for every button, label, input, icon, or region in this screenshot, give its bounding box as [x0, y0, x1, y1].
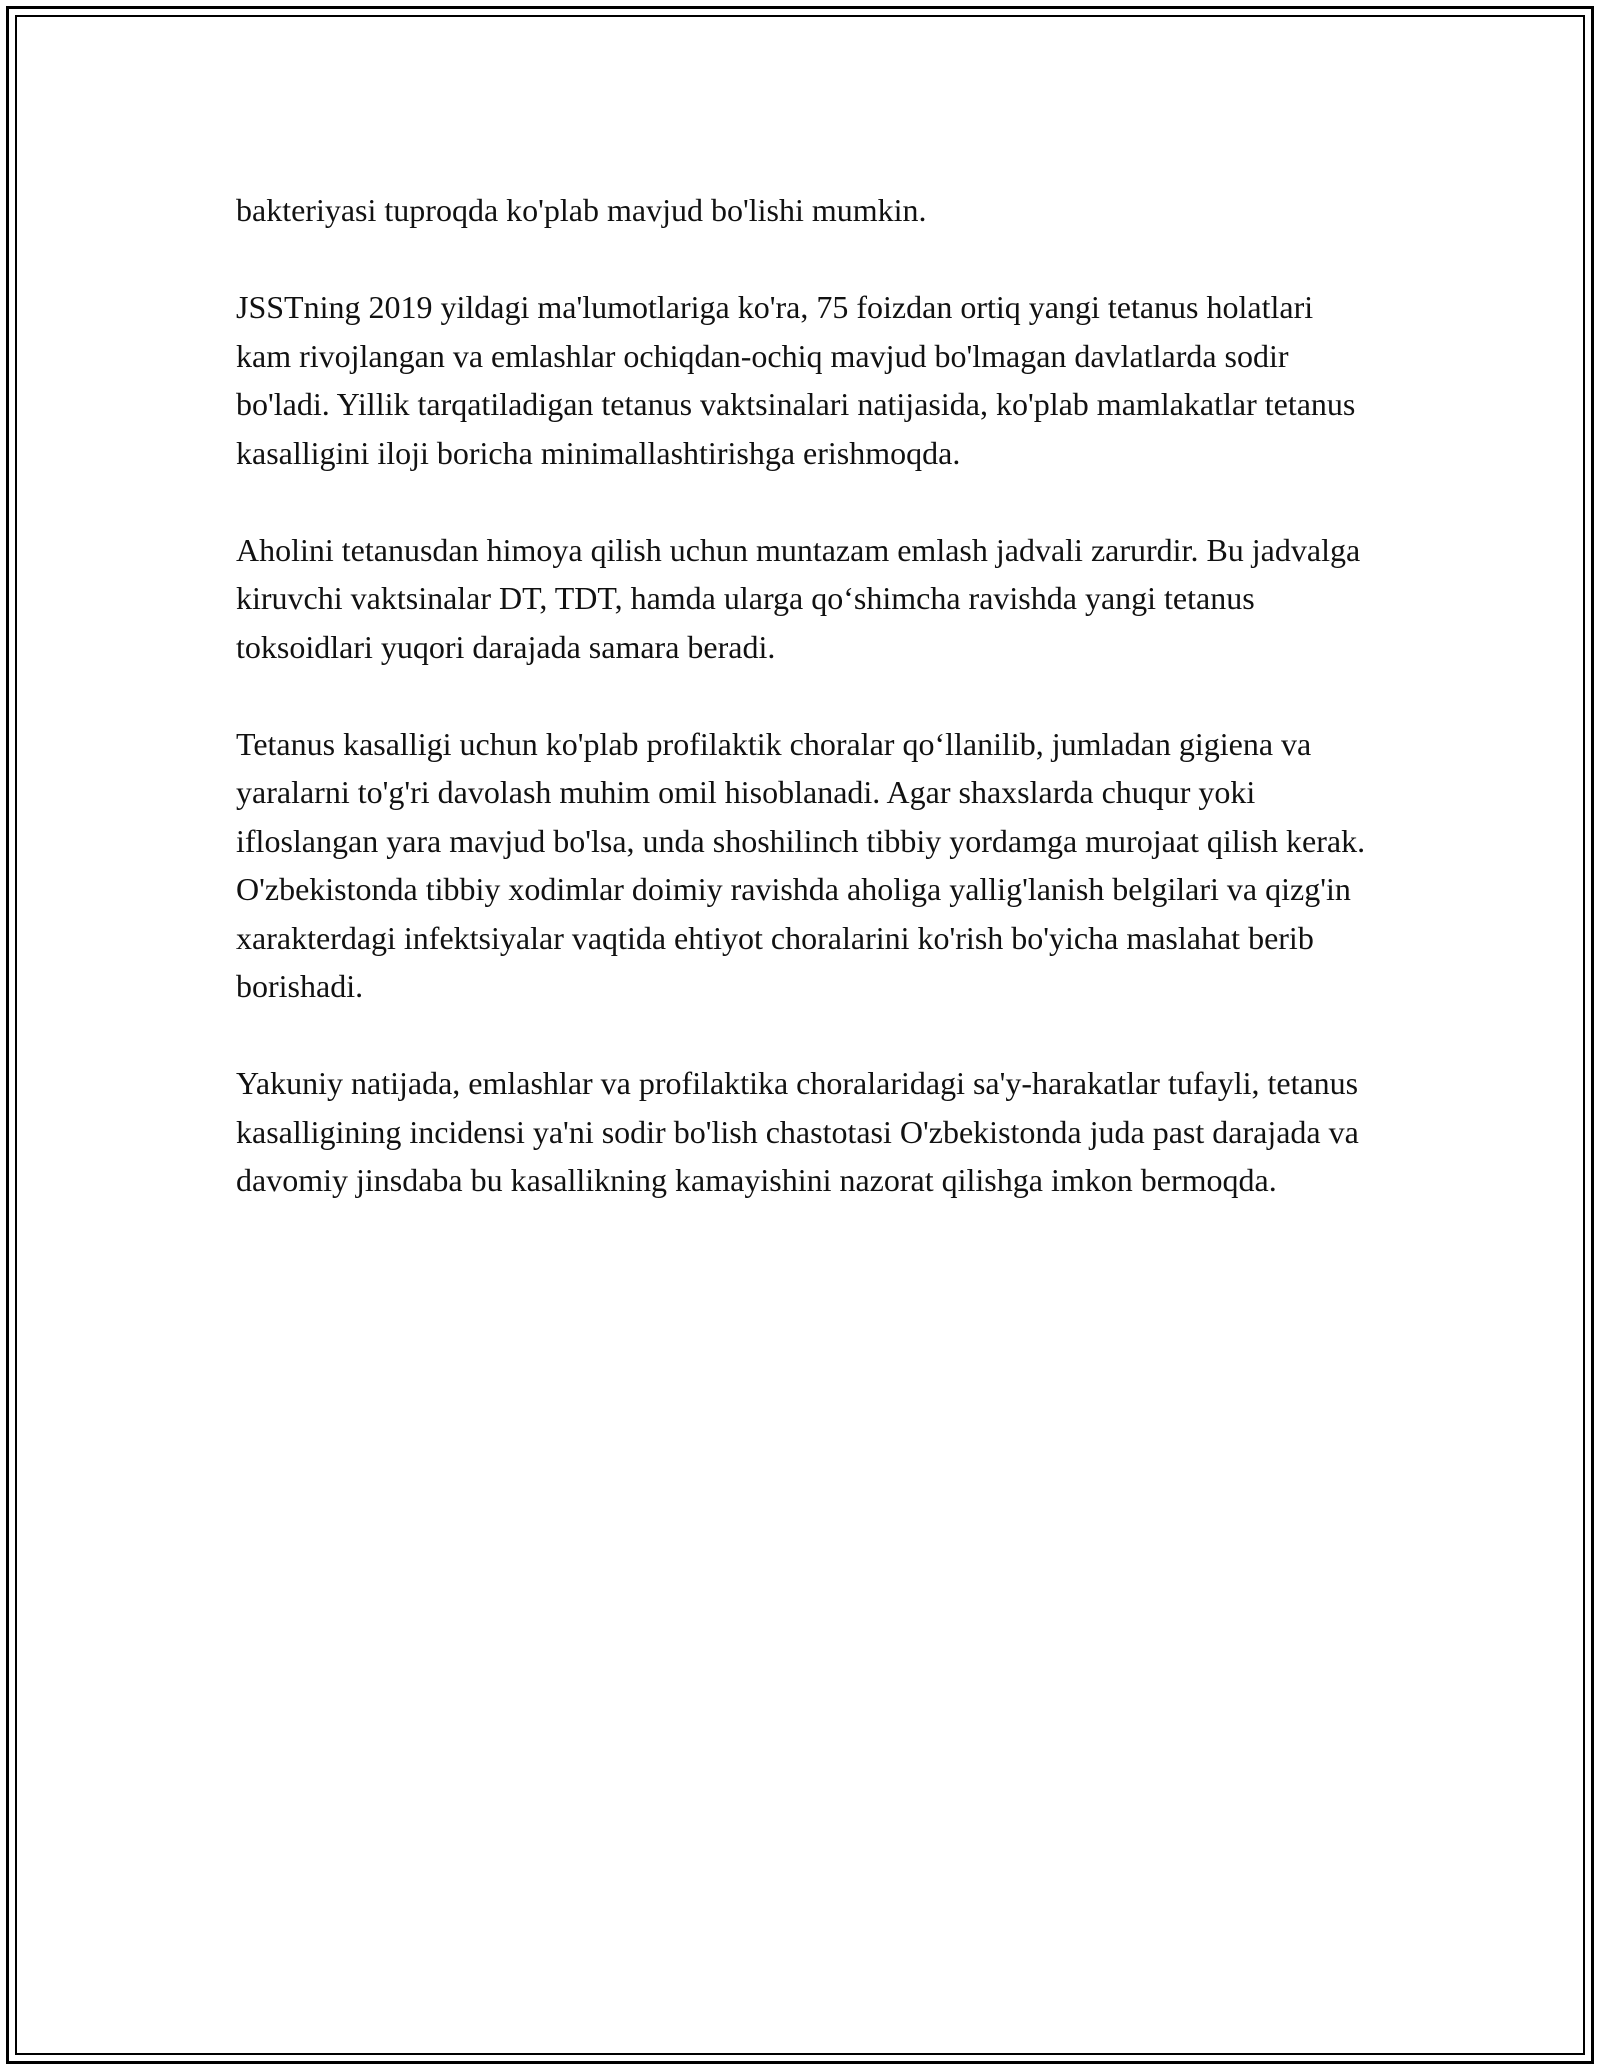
- paragraph-5: Yakuniy natijada, emlashlar va profilaktika choralaridagi sa'y-harakatlar tufayli, tetanus kasalligining incidensi ya'ni sodir bo'lish chastotasi O'zbekistonda juda past darajada va davomiy jinsdaba bu kasallikning kamayishini nazorat qilishga imkon bermoqda.: [236, 1065, 1359, 1198]
- paragraph-1: bakteriyasi tuproqda ko'plab mavjud bo'lishi mumkin.: [236, 192, 927, 228]
- paragraph-2: JSSTning 2019 yildagi ma'lumotlariga ko'ra, 75 foizdan ortiq yangi tetanus holatlari kam rivojlangan va emlashlar ochiqdan-ochiq mavjud bo'lmagan davlatlarda sodir bo'ladi. Yillik tarqatiladigan tetanus vaktsinalari natijasida, ko'plab mamlakatlar tetanus kasalligini iloji boricha minimallashtirishga erishmoqda.: [236, 289, 1356, 471]
- paragraph-3: Aholini tetanusdan himoya qilish uchun muntazam emlash jadvali zarurdir. Bu jadvalga kiruvchi vaktsinalar DT, TDT, hamda ularga qo‘shimcha ravishda yangi tetanus toksoidlari yuqori darajada samara beradi.: [236, 531, 1361, 665]
- paragraph-4: Tetanus kasalligi uchun ko'plab profilaktik choralar qo‘llanilib, jumladan gigiena va yaralarni to'g'ri davolash muhim omil hisoblanadi. Agar shaxslarda chuqur yoki ifloslangan yara mavjud bo'lsa, unda shoshilinch tibbiy yordamga murojaat qilish kerak. O'zbekistonda tibbiy xodimlar doimiy ravishda aholiga yallig'lanish belgilari va qizg'in xarakterdagi infektsiyalar vaqtida ehtiyot choralarini ko'rish bo'yicha maslahat berib borishadi.: [236, 725, 1366, 1004]
- document-body: [236, 186, 1366, 1253]
